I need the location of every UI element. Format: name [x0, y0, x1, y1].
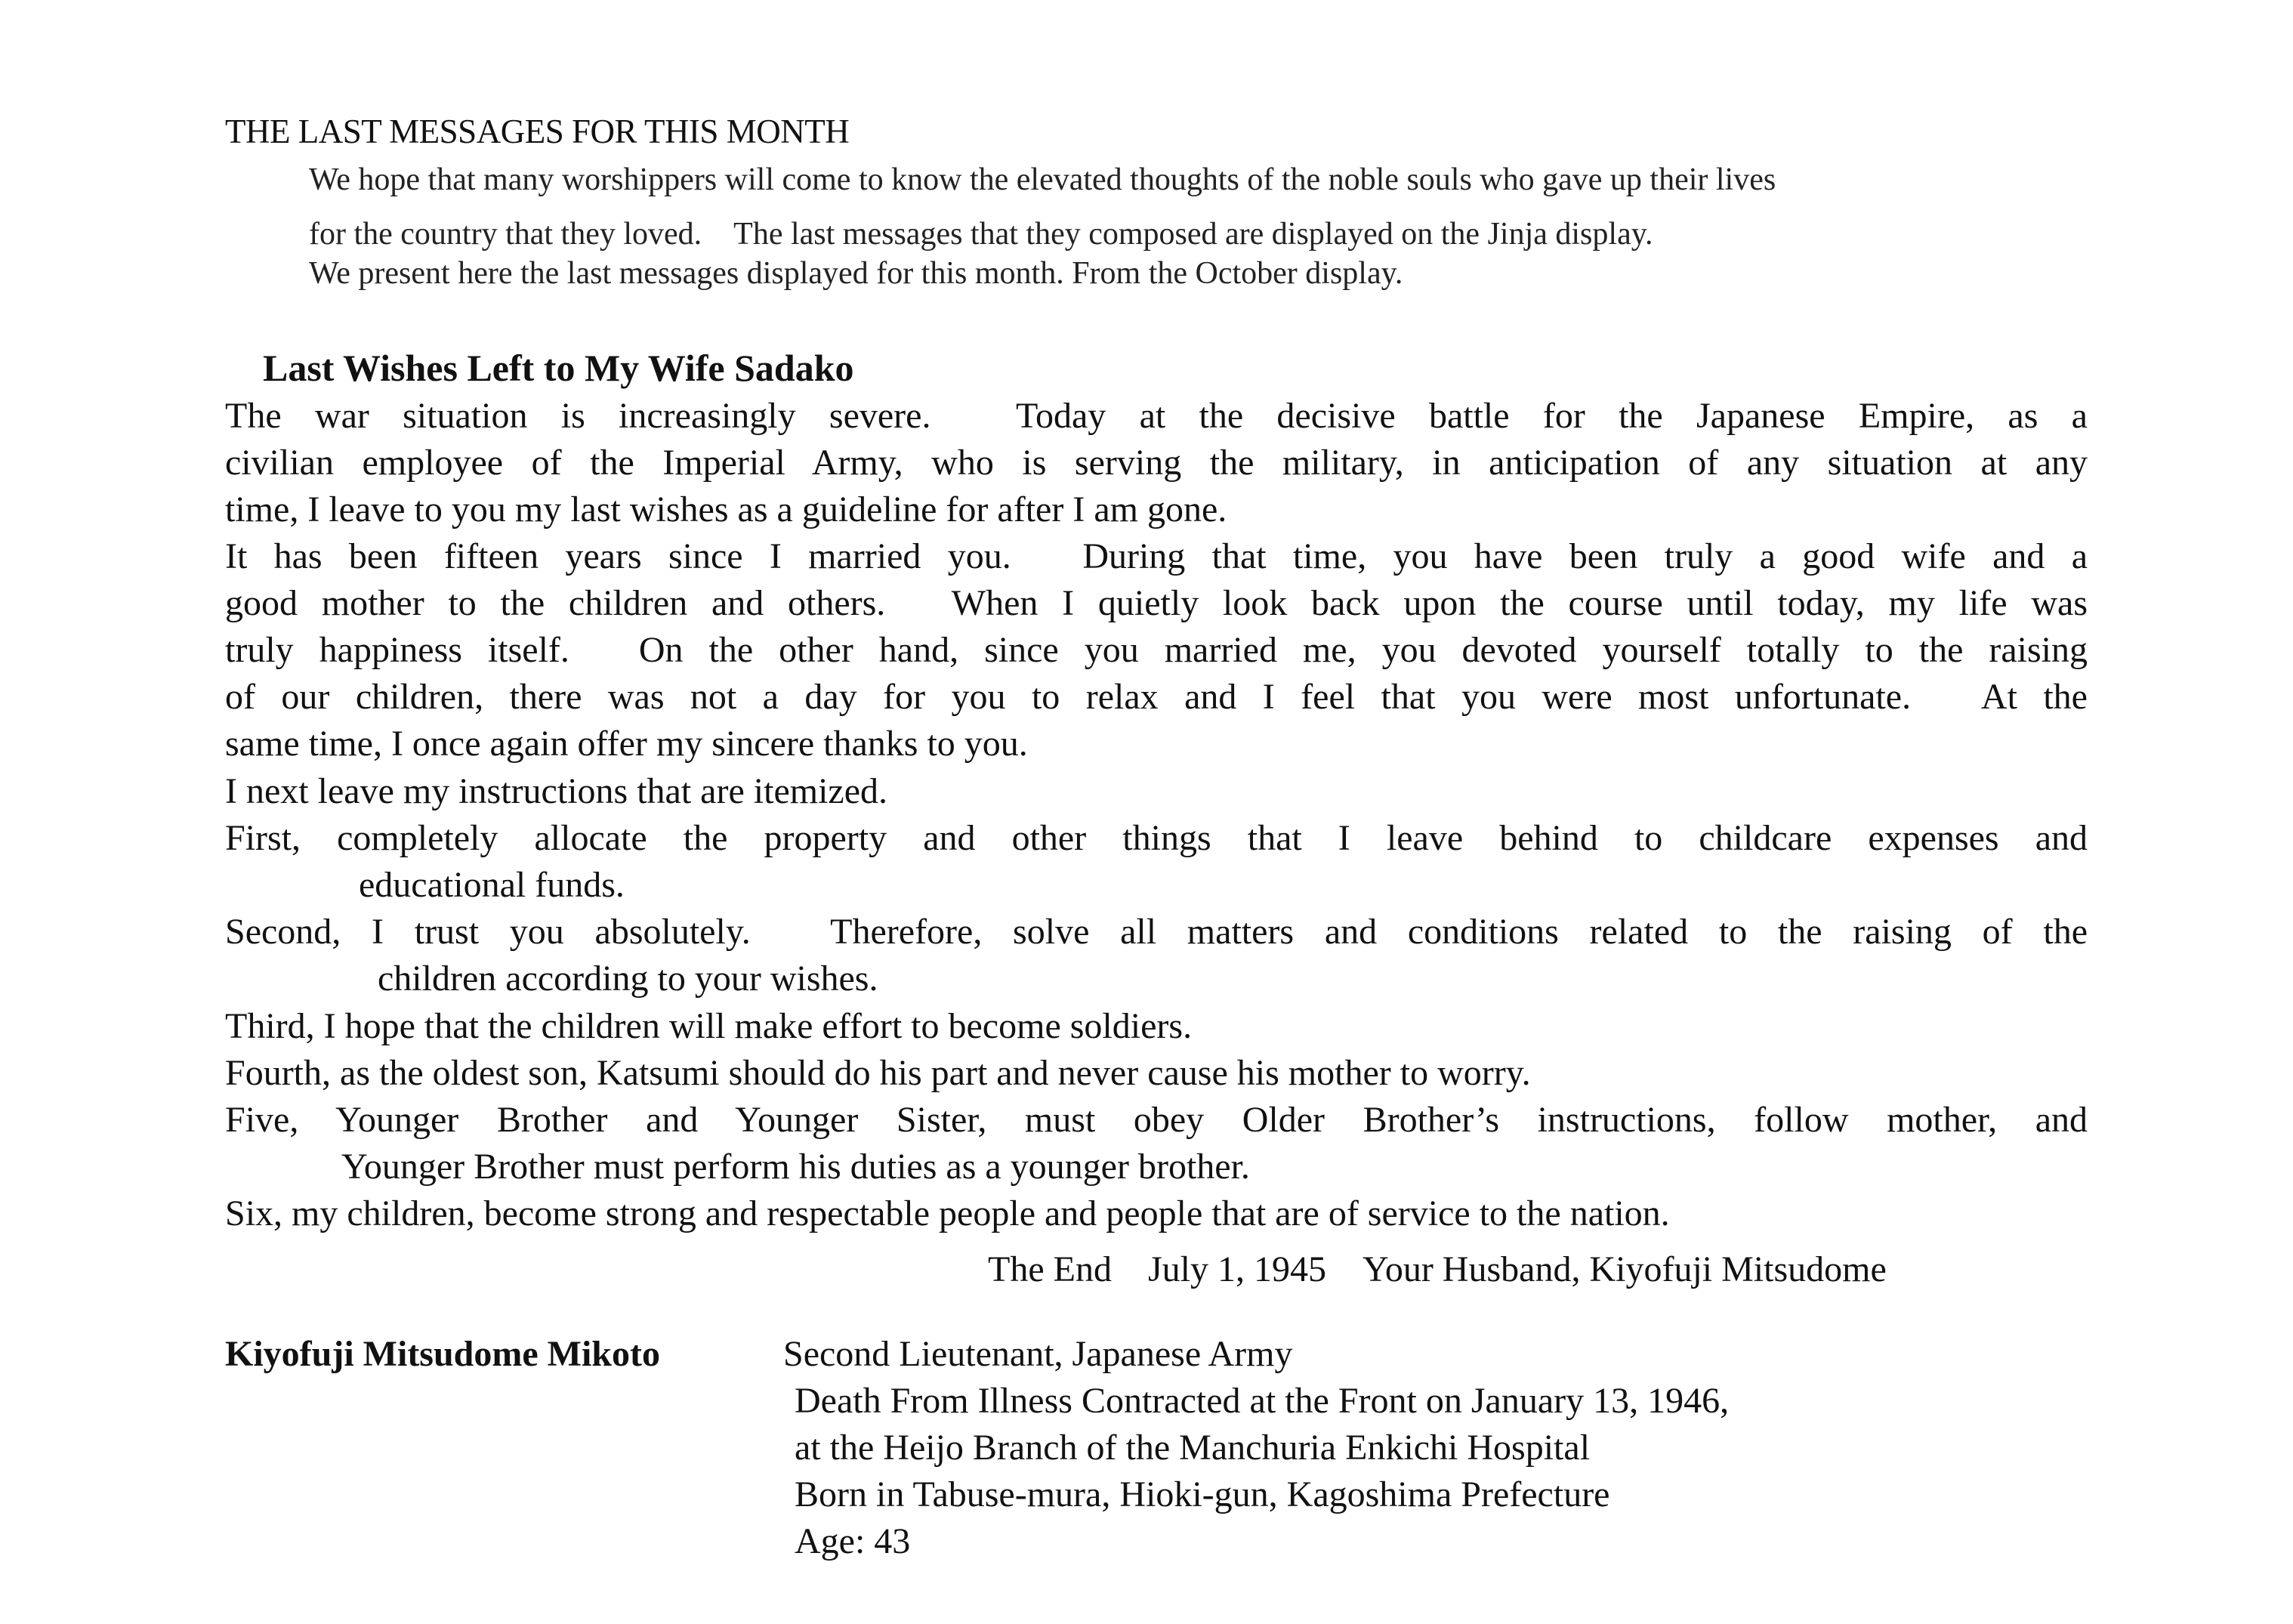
bio-rank: Second Lieutenant, Japanese Army — [783, 1334, 1293, 1374]
bio-death-place: at the Heijo Branch of the Manchuria Enkichi Hospital — [795, 1428, 1591, 1468]
letter-body-line: The war situation is increasingly severe. Today at the decisive battle for the Japanese Empire, as a — [225, 396, 2088, 436]
letter-body-line: same time, I once again offer my sincere thanks to you. — [225, 724, 1028, 764]
bio-age: Age: 43 — [795, 1521, 911, 1561]
bio-birthplace: Born in Tabuse-mura, Hioki-gun, Kagoshima Prefecture — [795, 1474, 1610, 1514]
letter-body-line: of our children, there was not a day for you to relax and I feel that you were most unfortunate. At the — [225, 677, 2088, 717]
letter-body-line: good mother to the children and others. When I quietly look back upon the course until today, my life was — [225, 583, 2088, 623]
section-heading: THE LAST MESSAGES FOR THIS MONTH — [225, 113, 850, 150]
letter-body-line: civilian employee of the Imperial Army, who is serving the military, in anticipation of any situation at any — [225, 443, 2088, 483]
bio-death: Death From Illness Contracted at the Front on January 13, 1946, — [795, 1381, 1730, 1421]
intro-text-line: We hope that many worshippers will come to know the elevated thoughts of the noble souls who gave up their lives — [309, 162, 1776, 197]
letter-title: Last Wishes Left to My Wife Sadako — [263, 347, 854, 389]
intro-text-line: We present here the last messages displayed for this month. From the October display. — [309, 256, 1403, 291]
instruction-item-continuation: children according to your wishes. — [378, 959, 878, 999]
letter-body-line: It has been fifteen years since I married you. During that time, you have been truly a good wife and a — [225, 536, 2088, 576]
letter-body-line: I next leave my instructions that are itemized. — [225, 771, 888, 811]
letter-signature: The End July 1, 1945 Your Husband, Kiyofuji Mitsudome — [988, 1249, 1887, 1289]
intro-text-line: for the country that they loved. The last messages that they composed are displayed on the Jinja display. — [309, 217, 1653, 252]
instruction-item-continuation: educational funds. — [359, 865, 625, 905]
instruction-item: Six, my children, become strong and respectable people and people that are of service to the nation. — [225, 1193, 1670, 1233]
instruction-item: Fourth, as the oldest son, Katsumi should do his part and never cause his mother to worry. — [225, 1053, 1531, 1093]
instruction-item: Five, Younger Brother and Younger Sister, must obey Older Brother’s instructions, follow mother, and — [225, 1100, 2088, 1140]
bio-name: Kiyofuji Mitsudome Mikoto — [225, 1334, 660, 1374]
instruction-item: Third, I hope that the children will make effort to become soldiers. — [225, 1006, 1193, 1046]
instruction-item-continuation: Younger Brother must perform his duties as a younger brother. — [341, 1147, 1250, 1187]
letter-body-line: truly happiness itself. On the other hand, since you married me, you devoted yourself totally to the raising — [225, 630, 2088, 670]
letter-body-line: time, I leave to you my last wishes as a guideline for after I am gone. — [225, 489, 1227, 529]
instruction-item: Second, I trust you absolutely. Therefore, solve all matters and conditions related to the raising of the — [225, 912, 2088, 952]
instruction-item: First, completely allocate the property and other things that I leave behind to childcare expenses and — [225, 818, 2088, 858]
